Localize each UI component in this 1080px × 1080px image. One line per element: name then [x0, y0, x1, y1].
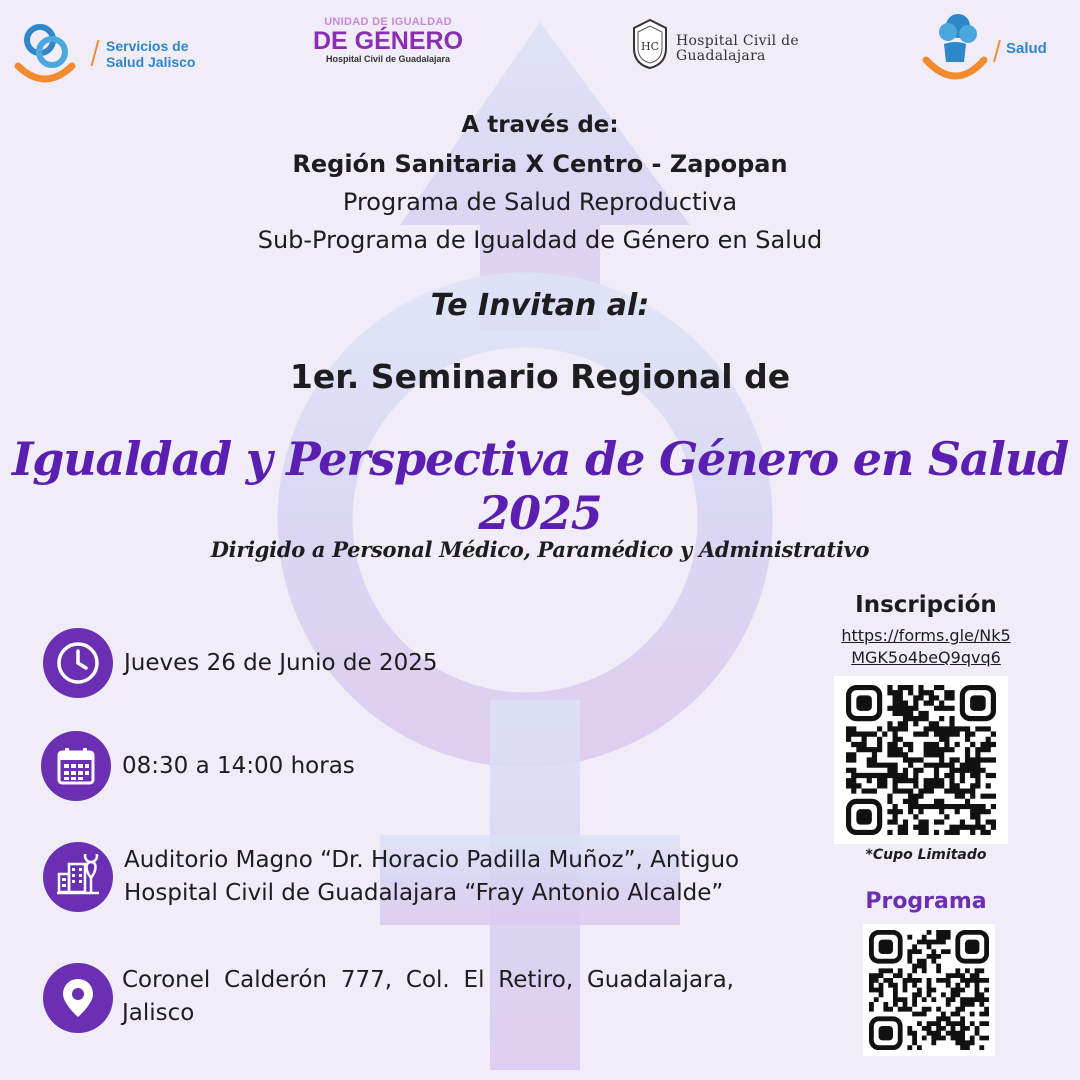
unidad-igualdad-genero-logo [308, 16, 468, 76]
ug-logo-line2: DE GÉNERO [312, 27, 464, 55]
seminar-heading: 1er. Seminario Regional de [289, 357, 791, 396]
program-name: Programa de Salud Reproductiva [342, 188, 738, 216]
event-venue [124, 844, 744, 910]
registration-link-line-2: MGK5o4beQ9qvq6 [851, 648, 1001, 667]
registration-qr-icon [846, 685, 996, 835]
program-title: Programa [865, 889, 987, 914]
servicios-salud-jalisco-logo [14, 18, 214, 88]
clock-icon [43, 628, 113, 698]
svg-text:HC: HC [640, 40, 660, 53]
event-time: 08:30 a 14:00 horas [122, 753, 355, 779]
program-qr-icon [869, 930, 989, 1050]
registration-link-line-1: https://forms.gle/Nk5 [841, 626, 1011, 645]
event-address: Coronel Calderón 777, Col. El Retiro, Guadalajara, Jalisco [122, 967, 734, 1026]
ssj-divider [91, 40, 100, 66]
salud-divider [993, 40, 1001, 62]
registration-link[interactable] [826, 625, 1026, 669]
registration-title: Inscripción [855, 592, 997, 618]
region-name: Región Sanitaria X Centro - Zapopan [292, 150, 788, 178]
registration-qr-code[interactable] [834, 676, 1008, 844]
hospital-civil-logo [630, 18, 820, 72]
subprogram-name: Sub-Programa de Igualdad de Género en Salud [257, 226, 823, 254]
venue-line-1: Auditorio Magno “Dr. Horacio Padilla Muñoz”, Antiguo [124, 847, 740, 873]
salud-logo [920, 10, 1070, 86]
building-icon [43, 842, 113, 912]
ssj-mark-icon [14, 18, 76, 88]
salud-mark-icon [920, 10, 990, 84]
invite-text: Te Invitan al: [430, 288, 650, 323]
calendar-icon [41, 731, 111, 801]
audience-text: Dirigido a Personal Médico, Paramédico y Administrativo [210, 537, 870, 562]
venue-line-2: Hospital Civil de Guadalajara “Fray Antonio Alcalde” [124, 880, 724, 906]
through-label: A través de: [461, 112, 619, 138]
limited-spots-note: *Cupo Limitado [865, 847, 987, 863]
map-pin-icon [43, 963, 113, 1033]
ug-logo-line3: Hospital Civil de Guadalajara [325, 54, 451, 64]
ssj-logo-text: Servicios de Salud Jalisco [106, 38, 196, 70]
event-date: Jueves 26 de Junio de 2025 [124, 650, 438, 676]
ug-logo-line1: UNIDAD DE IGUALDAD [324, 16, 452, 28]
hospital-logo-text: Hospital Civil de Guadalajara [676, 33, 800, 64]
salud-logo-text: Salud [1006, 40, 1047, 57]
event-title: Igualdad y Perspectiva de Género en Salud 2025 [11, 432, 1069, 540]
hospital-crest-icon [630, 18, 670, 70]
program-qr-code[interactable] [863, 924, 995, 1056]
